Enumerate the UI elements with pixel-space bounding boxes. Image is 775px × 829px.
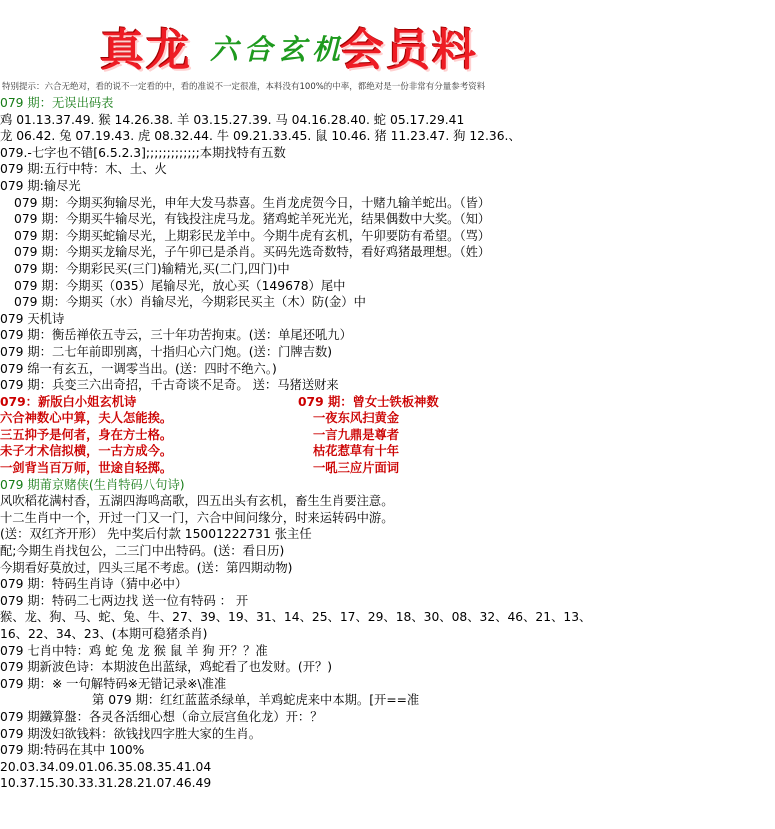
text-line bbox=[0, 161, 775, 178]
text-line bbox=[0, 742, 775, 759]
text-line bbox=[0, 278, 775, 295]
text-line-main: 079 天机诗 bbox=[0, 311, 65, 326]
text-line bbox=[0, 692, 775, 709]
text-line bbox=[0, 493, 775, 510]
text-line-main: 风吹稻花满村香，五湖四海鸣高歌，四五出头有玄机，畜生生肖要注意。 bbox=[0, 494, 394, 509]
text-line-right: 枯花惹草有十年 bbox=[313, 444, 400, 459]
text-line-main: 079 期：特码二七两边找 送一位有特码 ： 开 bbox=[0, 593, 249, 608]
text-line-main: 10.37.15.30.33.31.28.21.07.46.49 bbox=[0, 776, 212, 791]
text-line bbox=[0, 576, 775, 593]
text-line-main: 079 期：今期彩民买(三门)输精光,买(二门,四门)中 bbox=[14, 261, 290, 276]
text-line-main: 今期看好莫放过，四头三尾不考虑。(送：第四期动物) bbox=[0, 560, 293, 575]
text-line bbox=[0, 543, 775, 560]
text-line-main: 079：新版白小姐玄机诗 bbox=[0, 394, 137, 409]
text-line-main: 第 079 期：红红蓝蓝杀绿单，羊鸡蛇虎来中本期。[开==准 bbox=[92, 693, 420, 708]
text-line bbox=[0, 427, 775, 444]
text-line bbox=[0, 228, 775, 245]
text-line bbox=[0, 327, 775, 344]
text-line bbox=[0, 344, 775, 361]
text-line-main: 16、22、34、23、(本期可稳猪杀肖) bbox=[0, 627, 208, 641]
text-line bbox=[0, 443, 775, 460]
text-line-main: 一剑背当百万师，世途自轻掷。 bbox=[0, 461, 173, 476]
banner-title-middle: 六合玄机 bbox=[210, 33, 347, 66]
text-line-main: 079 期泼妇欲钱料：欲钱找四字胜大家的生肖。 bbox=[0, 726, 262, 741]
text-line-main: 079 期：今期买牛输尽光，有钱投注虎马龙。猪鸡蛇羊死光光，结果偶数中大奖。（知） bbox=[14, 212, 491, 227]
text-line bbox=[0, 178, 775, 195]
text-line bbox=[0, 676, 775, 693]
text-line bbox=[0, 377, 775, 394]
text-line bbox=[0, 145, 775, 162]
banner-title bbox=[0, 6, 775, 76]
text-line bbox=[0, 626, 775, 643]
text-line bbox=[0, 726, 775, 743]
text-line bbox=[0, 477, 775, 494]
text-line-main: 079 期莆京赌侠(生肖特码八句诗) bbox=[0, 477, 185, 492]
text-line bbox=[0, 609, 775, 626]
text-line-right: 一夜东风扫黄金 bbox=[313, 411, 400, 426]
text-line bbox=[0, 261, 775, 278]
text-line bbox=[0, 526, 775, 543]
text-line-main: (送：双红齐开形） 先中奖后付款 15001222731 张主任 bbox=[0, 527, 312, 542]
text-line-main: 079 期：衡岳禅依五寺云，三十年功苦拘束。(送：单尾还吼九） bbox=[0, 328, 352, 343]
text-line-main: 079 期：今期买狗输尽光，申年大发马恭喜。生肖龙虎贺今日，十赌九输羊蛇出。（皆） bbox=[14, 195, 491, 210]
disclaimer: 特别提示：六合无绝对，看的说不一定看的中，看的准说不一定很准，本料没有100%的中率，都绝对是一份非常有分量参考资料 bbox=[2, 82, 486, 92]
text-line bbox=[0, 361, 775, 378]
text-line-main: 配;今期生肖找包公，二三门中出特码。(送：看日历) bbox=[0, 544, 285, 559]
text-line-main: 龙 06.42. 兔 07.19.43. 虎 08.32.44. 牛 09.21.33.45. 鼠 10.46. 猪 11.23.47. 狗 12.36.、 bbox=[0, 129, 521, 144]
text-line bbox=[0, 560, 775, 577]
text-line bbox=[0, 244, 775, 261]
text-line bbox=[0, 195, 775, 212]
text-line bbox=[0, 593, 775, 610]
text-line-main: 079 期：特码生肖诗（猜中必中） bbox=[0, 577, 188, 592]
content-lines bbox=[0, 95, 775, 792]
text-line-right: 一言九鼎是尊者 bbox=[313, 427, 400, 442]
text-line-main: 20.03.34.09.01.06.35.08.35.41.04 bbox=[0, 759, 212, 774]
text-line bbox=[0, 759, 775, 776]
text-line-main: 079 期:五行中特：木、土、火 bbox=[0, 162, 167, 177]
banner-title-main: 真龙 bbox=[100, 25, 192, 76]
text-line bbox=[0, 211, 775, 228]
text-line-main: 079 期:输尽光 bbox=[0, 178, 81, 193]
text-line-main: 鸡 01.13.37.49. 猴 14.26.38. 羊 03.15.27.39. 马 04.16.28.40. 蛇 05.17.29.41 bbox=[0, 112, 465, 127]
text-line-main: 079 期：无误出码表 bbox=[0, 96, 114, 110]
text-line bbox=[0, 510, 775, 527]
text-line-main: 079 期：今期买（035）尾输尽光，放心买（149678）尾中 bbox=[14, 278, 346, 293]
text-line bbox=[0, 775, 775, 792]
text-line-right: 一吼三应片面词 bbox=[313, 461, 400, 476]
text-line bbox=[0, 112, 775, 129]
text-line-main: 079 期:特码在其中 100% bbox=[0, 743, 145, 758]
banner-title-end: 会员料 bbox=[340, 25, 478, 76]
text-line-right: 079 期：曾女士铁板神数 bbox=[298, 394, 439, 409]
text-line-main: 079 七肖中特：鸡 蛇 兔 龙 猴 鼠 羊 狗 开？？准 bbox=[0, 643, 268, 658]
text-line-main: 079 期：今期买龙输尽光，子午卯已是杀肖。买码先选奇数特，看好鸡猪最理想。（姓） bbox=[14, 245, 491, 260]
text-line bbox=[0, 311, 775, 328]
text-line bbox=[0, 709, 775, 726]
text-line-main: 079 期：二七年前即别离，十指归心六门炮。(送：门牌吉数) bbox=[0, 344, 333, 359]
text-line bbox=[0, 659, 775, 676]
text-line-main: 三五抑予是何者，身在方士格。 bbox=[0, 427, 173, 442]
text-line-main: 十二生肖中一个，开过一门又一门，六合中间问缘分，时来运转码中游。 bbox=[0, 510, 394, 525]
text-line bbox=[0, 294, 775, 311]
text-line-main: 079 期：今期买蛇输尽光，上期彩民龙羊中。今期牛虎有玄机，午卯要防有希望。（骂） bbox=[14, 228, 491, 243]
text-line-main: 六合神数心中算，夫人怎能挨。 bbox=[0, 411, 173, 426]
text-line bbox=[0, 394, 775, 411]
text-line-main: 079 绵一有玄五，一调零当出。(送：四时不绝六。) bbox=[0, 361, 277, 376]
text-line bbox=[0, 95, 775, 112]
text-line-main: 079.-七字也不错[6.5.2.3];;;;;;;;;;;;;本期找特有五数 bbox=[0, 145, 286, 160]
text-line-main: 079 期：兵变三六出奇招，千古奇谈不足奇。 送：马猪送财来 bbox=[0, 378, 339, 393]
text-line-main: 079 期新波色诗：本期波色出蓝绿，鸡蛇看了也发财。(开？) bbox=[0, 660, 333, 675]
text-line-main: 079 期鐵算盤：各灵各活细心想（命立辰宫鱼化龙）开：？ bbox=[0, 709, 323, 724]
text-line-main: 未子才术信拟横，一古方成今。 bbox=[0, 444, 173, 459]
text-line bbox=[0, 128, 775, 145]
text-line-main: 079 期：今期买（水）肖输尽光，今期彩民买主（木）防(金）中 bbox=[14, 295, 366, 310]
text-line bbox=[0, 643, 775, 660]
text-line-main: 079 期：※ 一句解特码※无错记录※\准准 bbox=[0, 676, 227, 691]
text-line bbox=[0, 410, 775, 427]
text-line-main: 猴、龙、狗、马、蛇、兔、牛、27、39、19、31、14、25、17、29、18、30、08、32、46、21、13、 bbox=[0, 610, 592, 625]
text-line bbox=[0, 460, 775, 477]
